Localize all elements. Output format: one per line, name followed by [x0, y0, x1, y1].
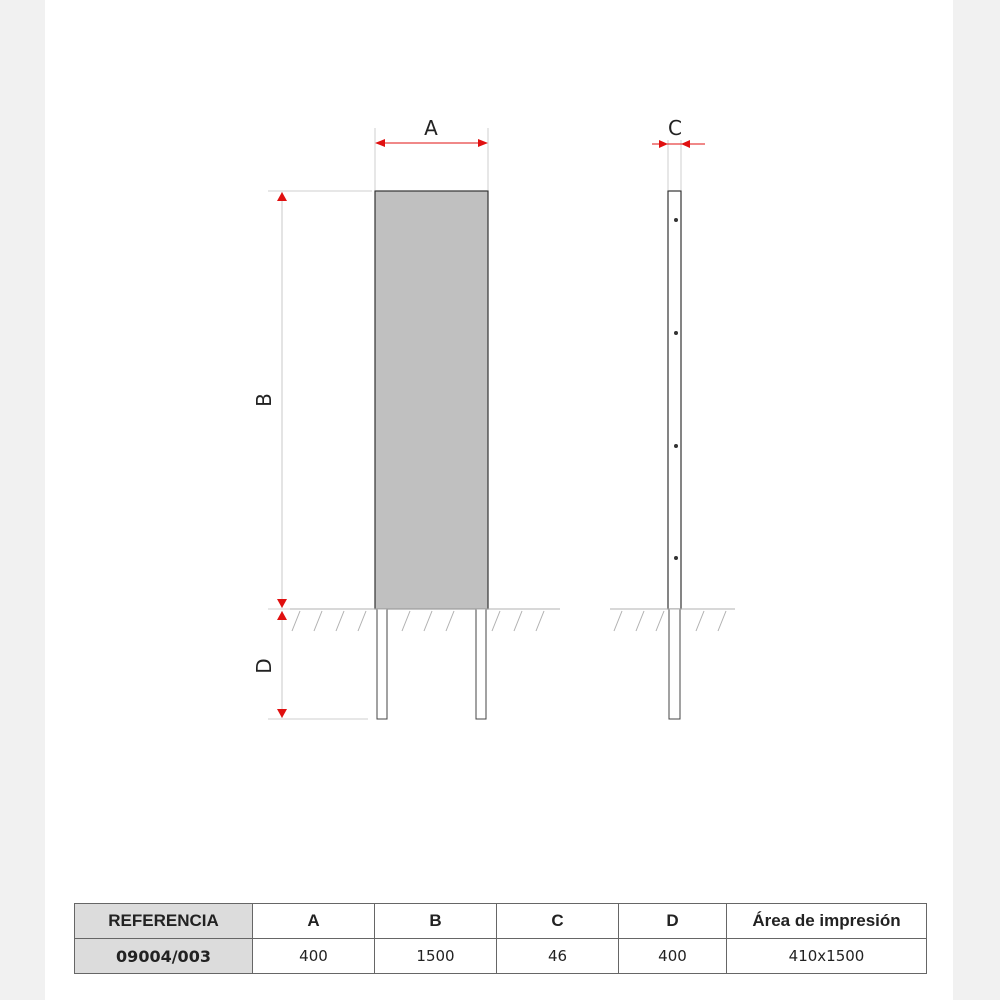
header-a: A: [253, 904, 375, 939]
dimension-label-b: B: [252, 393, 276, 407]
header-c: C: [497, 904, 619, 939]
dimension-arrow-b-bottom: [277, 599, 287, 608]
cell-c: 46: [497, 939, 619, 974]
leg-side: [669, 609, 680, 719]
dimension-label-a: A: [424, 116, 438, 140]
ground-hatch-front: [290, 609, 560, 631]
front-view: [252, 116, 560, 719]
dimension-label-c: C: [668, 116, 682, 140]
header-referencia: REFERENCIA: [75, 904, 253, 939]
header-b: B: [375, 904, 497, 939]
fixing-point: [674, 444, 678, 448]
table-header-row: [75, 904, 927, 939]
side-view: [610, 116, 735, 719]
cell-b: 1500: [375, 939, 497, 974]
sign-panel-side: [668, 191, 681, 609]
dimension-arrow-b-top: [277, 192, 287, 201]
table-row: [75, 939, 927, 974]
fixing-point: [674, 556, 678, 560]
cell-d: 400: [619, 939, 727, 974]
leg-left: [377, 609, 387, 719]
header-d: D: [619, 904, 727, 939]
leg-right: [476, 609, 486, 719]
dimension-arrow-c-right: [681, 140, 690, 148]
sign-panel-front: [375, 191, 488, 609]
cell-a: 400: [253, 939, 375, 974]
dimension-label-d: D: [252, 658, 276, 674]
cell-referencia: 09004/003: [75, 939, 253, 974]
fixing-point: [674, 218, 678, 222]
dimension-arrow-c-left: [659, 140, 668, 148]
dimension-arrow-d-bottom: [277, 709, 287, 718]
header-area-impresion: Área de impresión: [727, 904, 927, 939]
cell-area-impresion: 410x1500: [727, 939, 927, 974]
dimension-arrow-d-top: [277, 611, 287, 620]
fixing-point: [674, 331, 678, 335]
specs-table: [74, 903, 927, 974]
